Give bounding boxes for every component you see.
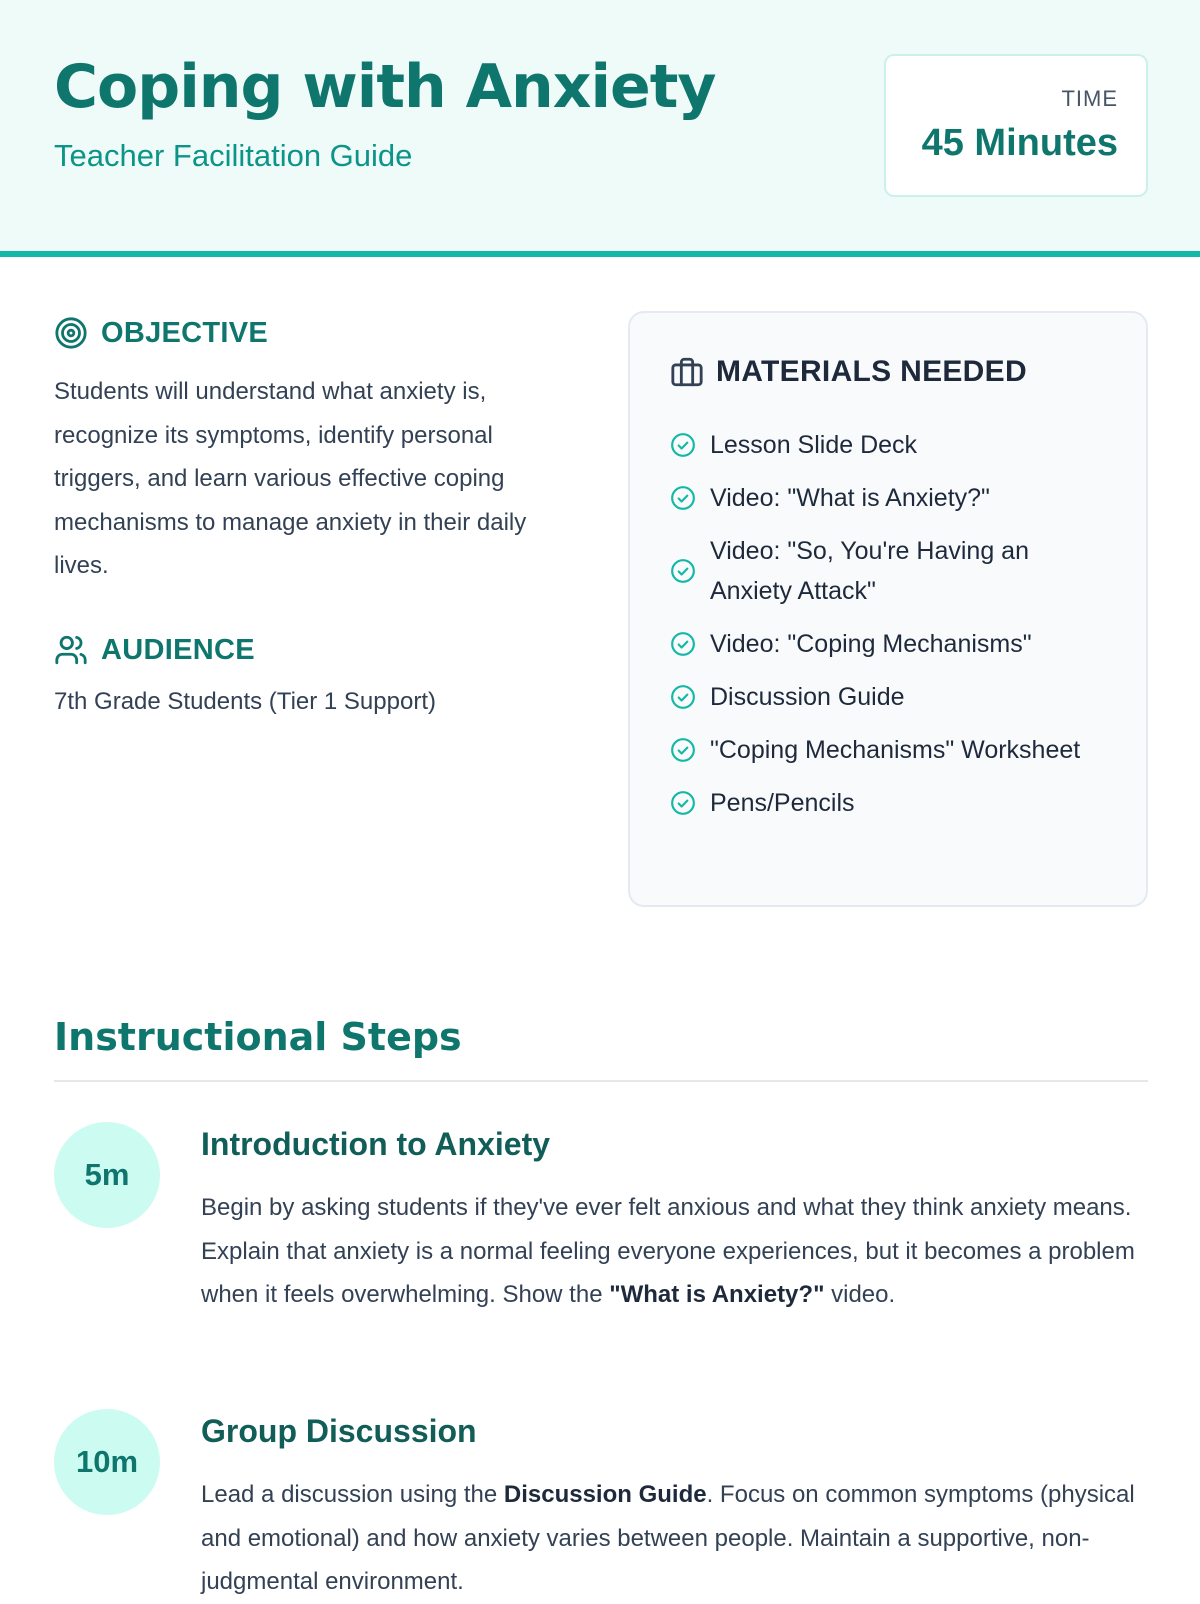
step-body xyxy=(201,1473,1141,1604)
materials-item-label: Lesson Slide Deck xyxy=(710,431,918,459)
step-duration-badge: 5m xyxy=(54,1122,160,1228)
materials-list-item xyxy=(670,478,1110,518)
materials-item-label: Video: "What is Anxiety?" xyxy=(710,484,990,512)
objective-text: Students will understand what anxiety is, recognize its symptoms, identify personal triggers, and learn various effective coping mechanisms to manage anxiety in their daily lives. xyxy=(54,378,527,579)
users-icon xyxy=(54,633,88,667)
check-circle-icon xyxy=(670,485,696,511)
materials-list-item xyxy=(670,624,1110,664)
materials-card xyxy=(628,311,1148,907)
materials-item-label: Video: "So, You're Having an Anxiety Attack" xyxy=(710,537,1029,605)
time-value: 45 Minutes xyxy=(921,122,1118,164)
check-circle-icon xyxy=(670,790,696,816)
check-circle-icon xyxy=(670,631,696,657)
objective-heading-label: OBJECTIVE xyxy=(101,316,269,349)
materials-heading-label: MATERIALS NEEDED xyxy=(716,355,1027,388)
page-header xyxy=(0,0,1200,257)
objective-heading xyxy=(54,316,268,350)
step-body-bold: Discussion Guide xyxy=(503,1481,707,1508)
step-body xyxy=(201,1186,1141,1317)
step-body-text: Begin by asking students if they've ever felt anxious and what they think anxiety means. Explain that anxiety is a normal feeling everyone experiences, but it becomes a problem when it feels overwhelming. Show the xyxy=(201,1194,1135,1308)
materials-item-label: Pens/Pencils xyxy=(710,789,855,817)
step-body-text: Lead a discussion using the xyxy=(201,1481,504,1508)
page-title: Coping with Anxiety xyxy=(54,52,716,122)
check-circle-icon xyxy=(670,558,696,584)
time-label: TIME xyxy=(1061,86,1118,111)
step-title: Introduction to Anxiety xyxy=(201,1126,551,1162)
audience-text: 7th Grade Students (Tier 1 Support) xyxy=(54,688,436,715)
materials-list-item xyxy=(670,730,1110,770)
step-body-text: video. xyxy=(824,1281,896,1308)
step-body-bold: "What is Anxiety?" xyxy=(609,1281,825,1308)
audience-heading xyxy=(54,633,255,667)
step-body-text: . Focus on common symptoms (physical and emotional) and how anxiety varies between people. Maintain a supportive, non-judgmental environment. xyxy=(201,1481,1135,1595)
steps-heading: Instructional Steps xyxy=(54,1015,462,1059)
materials-item-label: Discussion Guide xyxy=(710,683,905,711)
materials-item-label: Video: "Coping Mechanisms" xyxy=(710,630,1032,658)
audience-heading-label: AUDIENCE xyxy=(101,633,255,666)
materials-list-item xyxy=(670,677,1110,717)
divider xyxy=(54,1080,1148,1082)
check-circle-icon xyxy=(670,684,696,710)
materials-heading xyxy=(670,355,1027,389)
materials-list-item xyxy=(670,783,1110,823)
step-title: Group Discussion xyxy=(201,1413,477,1449)
target-icon xyxy=(54,316,88,350)
page-subtitle: Teacher Facilitation Guide xyxy=(54,138,413,173)
materials-list-item xyxy=(670,531,1110,611)
briefcase-icon xyxy=(670,355,704,389)
check-circle-icon xyxy=(670,432,696,458)
materials-list xyxy=(670,425,1110,836)
materials-item-label: "Coping Mechanisms" Worksheet xyxy=(710,736,1081,764)
check-circle-icon xyxy=(670,737,696,763)
materials-list-item xyxy=(670,425,1110,465)
time-card xyxy=(884,54,1148,197)
step-duration-badge: 10m xyxy=(54,1409,160,1515)
